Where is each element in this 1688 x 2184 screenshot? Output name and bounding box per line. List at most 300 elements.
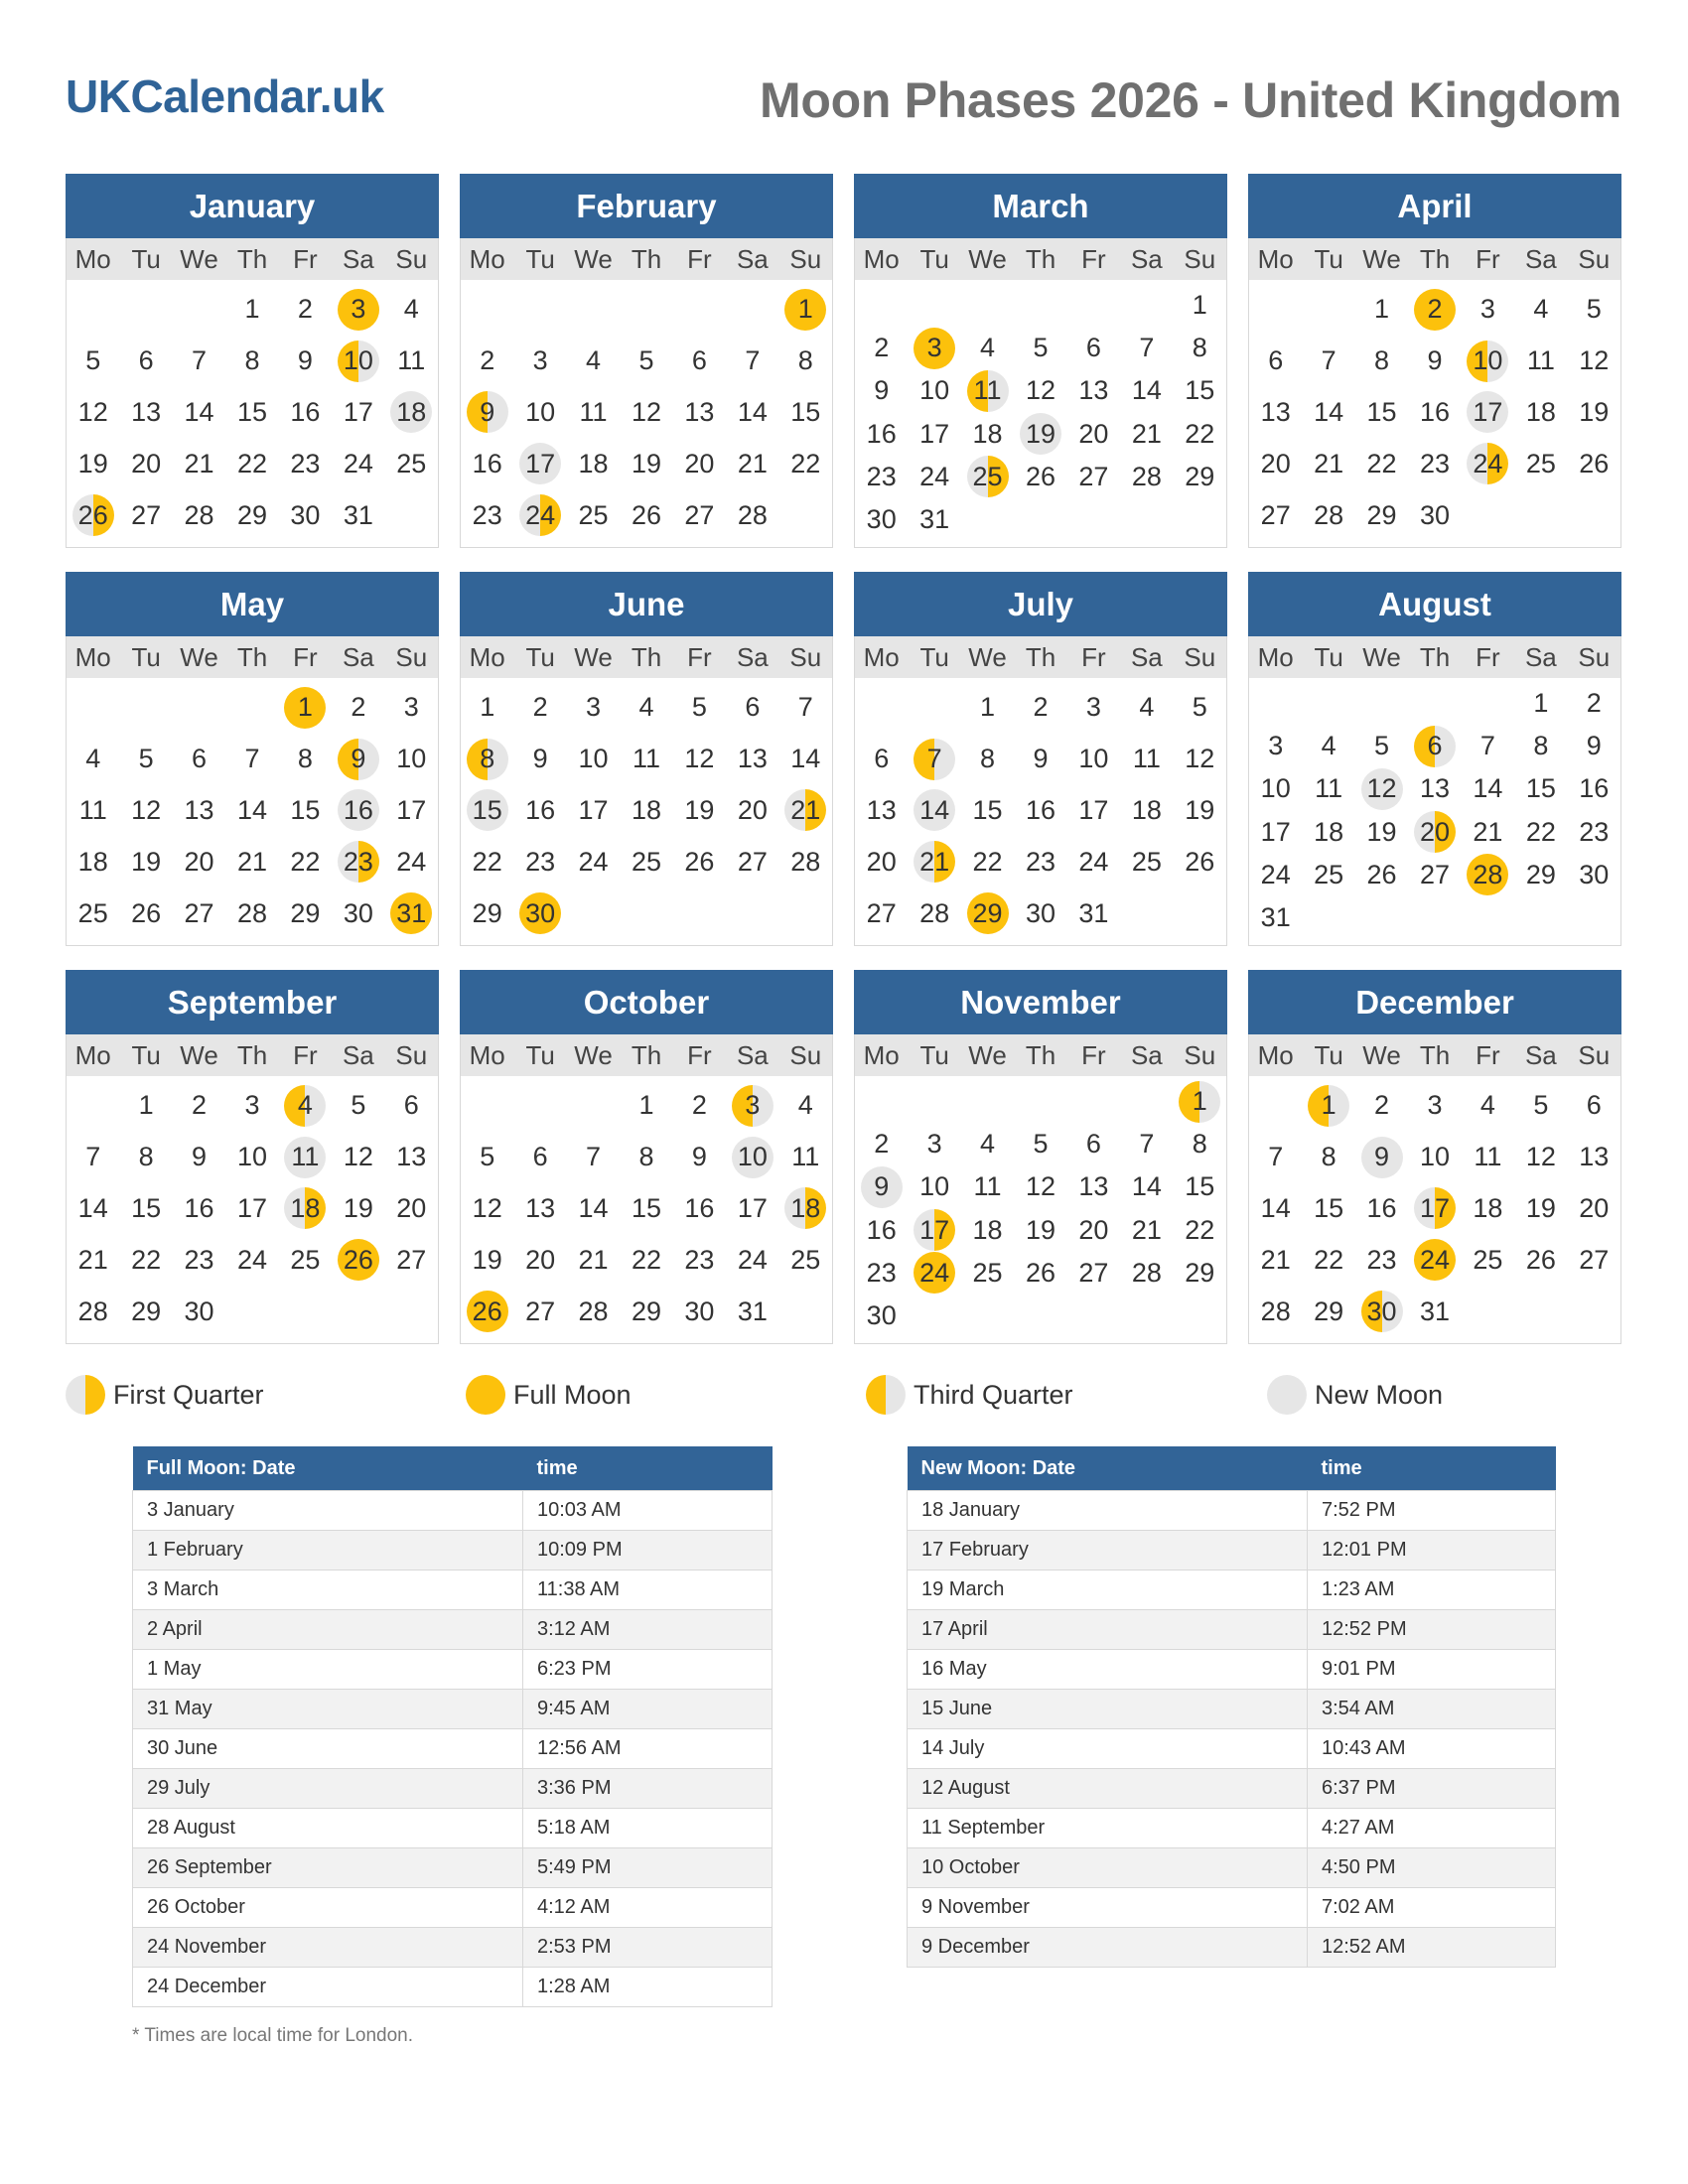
day-cell: [726, 836, 778, 887]
day-number: 2: [691, 1090, 707, 1121]
weekday-label: Th: [1419, 243, 1451, 274]
day-number: 25: [1473, 1244, 1503, 1275]
day-number: 21: [236, 846, 267, 877]
day-number: 28: [1131, 461, 1162, 491]
day-number: 27: [1419, 859, 1450, 889]
day-first-moon: [1408, 811, 1461, 854]
day-cell: [673, 836, 726, 887]
weekday-label: Th: [1419, 641, 1451, 672]
day-cell: [225, 734, 278, 785]
weekday-label: Mo: [863, 243, 900, 274]
day-cell: [173, 438, 225, 489]
day-number: 31: [737, 1296, 768, 1326]
day-number: 20: [1078, 418, 1109, 449]
day-cell: [961, 327, 1014, 369]
month-card: [854, 970, 1227, 1344]
day-number: 14: [1131, 375, 1162, 406]
day-third-moon: [1302, 1080, 1354, 1132]
day-cell: [1514, 725, 1567, 767]
day-full-moon: [385, 887, 438, 939]
day-cell: [1462, 767, 1514, 810]
weekday-label: Mo: [74, 641, 111, 672]
day-number: 13: [184, 794, 214, 825]
day-number: 4: [586, 345, 602, 376]
day-number: 31: [919, 503, 950, 534]
day-number: 21: [578, 1244, 609, 1275]
day-cell: [225, 1234, 278, 1286]
date-cell: 19 March: [908, 1570, 1308, 1610]
day-number: 24: [236, 1244, 267, 1275]
weekday-label: Mo: [863, 641, 900, 672]
day-cell: [1355, 1080, 1408, 1132]
day-full-moon: [961, 887, 1014, 939]
day-cell: [225, 336, 278, 387]
day-cell: [119, 734, 172, 785]
day-number: 9: [861, 1166, 903, 1208]
day-number: 28: [578, 1296, 609, 1326]
day-number: 19: [1366, 816, 1397, 847]
day-cell: [225, 438, 278, 489]
day-number: 16: [1419, 396, 1450, 427]
month-card: [460, 572, 833, 946]
day-cell: [1408, 1080, 1461, 1132]
day-cell: [385, 336, 438, 387]
weekday-header: [855, 238, 1226, 280]
day-cell: [1514, 1183, 1567, 1235]
day-number: 10: [919, 375, 950, 406]
day-cell: [1120, 1165, 1173, 1208]
day-number: 10: [525, 396, 556, 427]
day-cell: [67, 438, 119, 489]
day-number: 17: [343, 396, 373, 427]
day-cell: [513, 387, 566, 439]
day-cell: [119, 489, 172, 541]
day-number: 16: [1579, 773, 1610, 804]
day-number: 16: [338, 789, 379, 831]
day-cell: [67, 1132, 119, 1183]
day-number: 26: [631, 499, 661, 530]
day-number: 6: [403, 1090, 419, 1121]
weekday-label: Tu: [131, 243, 161, 274]
day-new-moon: [1462, 387, 1514, 439]
day-number: 13: [737, 744, 768, 774]
day-cell: [855, 734, 908, 785]
day-number: 18: [631, 794, 661, 825]
day-number: 18: [784, 1187, 826, 1229]
day-cell: [1568, 767, 1620, 810]
day-number: 25: [1525, 448, 1556, 478]
day-number: 19: [472, 1244, 502, 1275]
day-number: 12: [131, 794, 162, 825]
day-number: 27: [1078, 461, 1109, 491]
day-cell: [1568, 1234, 1620, 1286]
day-cell: [855, 1209, 908, 1252]
day-cell: [567, 785, 620, 837]
weekday-label: Sa: [1524, 243, 1557, 274]
day-cell: [67, 887, 119, 939]
day-number: 21: [1131, 1214, 1162, 1245]
day-number: 29: [1185, 1257, 1215, 1288]
weekday-header: [67, 636, 438, 678]
day-cell: [513, 682, 566, 734]
empty-day: [461, 1080, 513, 1132]
day-number: 6: [1268, 345, 1284, 376]
day-cell: [1568, 387, 1620, 439]
day-number: 25: [77, 897, 108, 928]
day-cell: [726, 387, 778, 439]
day-number: 27: [737, 846, 768, 877]
day-cell: [1249, 336, 1302, 387]
day-number: 22: [1314, 1244, 1344, 1275]
day-number: 20: [866, 846, 897, 877]
day-number: 25: [967, 456, 1009, 497]
day-number: 14: [1131, 1171, 1162, 1202]
empty-day: [1302, 284, 1354, 336]
day-number: 28: [1260, 1296, 1291, 1326]
empty-day: [1067, 284, 1120, 327]
weekday-label: Tu: [1314, 1039, 1343, 1070]
day-number: 23: [1366, 1244, 1397, 1275]
day-cell: [67, 785, 119, 837]
day-grid: [1249, 678, 1620, 945]
empty-day: [961, 1080, 1014, 1123]
day-cell: [620, 785, 672, 837]
day-number: 15: [131, 1192, 162, 1223]
day-number: 11: [1132, 744, 1161, 774]
day-cell: [1514, 1080, 1567, 1132]
weekday-header: [461, 636, 832, 678]
legend-label: New Moon: [1315, 1379, 1444, 1410]
day-number: 3: [338, 289, 379, 331]
day-number: 10: [1078, 744, 1109, 774]
day-number: 18: [284, 1187, 326, 1229]
table-row: [908, 1729, 1556, 1769]
table-row: [908, 1888, 1556, 1928]
day-new-moon: [1355, 767, 1408, 810]
day-number: 3: [403, 692, 419, 723]
day-number: 3: [1427, 1090, 1443, 1121]
day-cell: [1302, 725, 1354, 767]
day-cell: [225, 836, 278, 887]
month-card: [460, 174, 833, 548]
day-cell: [908, 413, 960, 456]
day-cell: [961, 1123, 1014, 1165]
table-row: [133, 1531, 773, 1570]
weekday-label: Sa: [736, 641, 769, 672]
weekday-label: Sa: [736, 243, 769, 274]
day-number: 11: [284, 1137, 326, 1178]
day-number: 16: [1366, 1192, 1397, 1223]
weekday-label: We: [1362, 243, 1401, 274]
date-cell: 10 October: [908, 1848, 1308, 1888]
day-number: 4: [1479, 1090, 1495, 1121]
day-cell: [620, 1080, 672, 1132]
day-number: 13: [1579, 1142, 1610, 1172]
day-cell: [513, 836, 566, 887]
day-cell: [673, 1286, 726, 1337]
day-cell: [908, 369, 960, 412]
day-number: 3: [1479, 294, 1495, 325]
day-number: 29: [631, 1296, 661, 1326]
day-number: 28: [1467, 854, 1508, 895]
legend-first-quarter: [66, 1375, 264, 1415]
day-cell: [1174, 836, 1226, 887]
day-third-moon: [332, 734, 384, 785]
day-number: 3: [732, 1085, 774, 1127]
day-cell: [173, 1132, 225, 1183]
table-row: [908, 1928, 1556, 1968]
day-full-moon: [1408, 284, 1461, 336]
day-number: 27: [131, 499, 162, 530]
day-cell: [1014, 836, 1066, 887]
day-number: 13: [1078, 1171, 1109, 1202]
day-cell: [1568, 854, 1620, 896]
day-number: 9: [532, 744, 548, 774]
day-cell: [567, 734, 620, 785]
day-number: 17: [396, 794, 427, 825]
day-cell: [620, 1183, 672, 1235]
table-row: [133, 1570, 773, 1610]
day-new-moon: [332, 785, 384, 837]
day-number: 22: [290, 846, 321, 877]
day-number: 27: [866, 897, 897, 928]
day-third-moon: [1408, 725, 1461, 767]
day-cell: [1514, 438, 1567, 489]
day-number: 16: [290, 396, 321, 427]
day-number: 23: [1419, 448, 1450, 478]
day-number: 11: [967, 370, 1009, 412]
day-cell: [1302, 811, 1354, 854]
day-number: 3: [1268, 731, 1284, 761]
day-cell: [1120, 682, 1173, 734]
day-cell: [1355, 1234, 1408, 1286]
empty-day: [513, 284, 566, 336]
day-cell: [961, 1165, 1014, 1208]
day-cell: [1355, 387, 1408, 439]
day-third-moon: [1355, 1286, 1408, 1337]
day-cell: [1249, 387, 1302, 439]
table-row: [133, 1491, 773, 1531]
day-number: 12: [1525, 1142, 1556, 1172]
day-number: 24: [919, 461, 950, 491]
day-number: 29: [1366, 499, 1397, 530]
day-cell: [173, 387, 225, 439]
time-cell: 10:43 AM: [1308, 1729, 1556, 1769]
time-cell: 12:56 AM: [523, 1729, 773, 1769]
day-cell: [332, 1132, 384, 1183]
weekday-label: We: [180, 1039, 218, 1070]
day-number: 6: [192, 744, 208, 774]
day-grid: [461, 280, 832, 547]
weekday-label: Fr: [1081, 641, 1106, 672]
day-number: 8: [244, 345, 260, 376]
day-number: 18: [1131, 794, 1162, 825]
day-number: 1: [480, 692, 495, 723]
day-cell: [855, 785, 908, 837]
day-cell: [119, 336, 172, 387]
day-number: 25: [1314, 859, 1344, 889]
day-number: 23: [338, 841, 379, 883]
day-cell: [1174, 1165, 1226, 1208]
day-cell: [855, 456, 908, 498]
weekday-label: Tu: [919, 243, 949, 274]
weekday-label: Su: [789, 1039, 822, 1070]
day-cell: [1174, 456, 1226, 498]
day-number: 20: [1260, 448, 1291, 478]
day-number: 22: [631, 1244, 661, 1275]
day-number: 6: [874, 744, 890, 774]
day-number: 30: [866, 503, 897, 534]
day-cell: [1514, 682, 1567, 725]
table-header-date: Full Moon: Date: [133, 1446, 523, 1491]
day-number: 15: [790, 396, 821, 427]
month-title: February: [460, 174, 833, 238]
weekday-label: Fr: [687, 641, 712, 672]
day-number: 6: [691, 345, 707, 376]
weekday-label: Th: [1025, 1039, 1056, 1070]
day-number: 10: [732, 1137, 774, 1178]
day-number: 18: [77, 846, 108, 877]
day-number: 14: [184, 396, 214, 427]
day-number: 24: [1078, 846, 1109, 877]
day-number: 17: [914, 1209, 955, 1251]
month-title: June: [460, 572, 833, 636]
day-number: 30: [290, 499, 321, 530]
table-row: [908, 1848, 1556, 1888]
day-grid: [855, 678, 1226, 945]
day-number: 17: [919, 418, 950, 449]
day-number: 2: [1586, 688, 1602, 719]
day-number: 8: [797, 345, 813, 376]
day-cell: [779, 836, 832, 887]
day-cell: [513, 1286, 566, 1337]
day-cell: [1408, 438, 1461, 489]
day-cell: [332, 1080, 384, 1132]
day-cell: [1408, 489, 1461, 541]
day-number: 29: [290, 897, 321, 928]
day-number: 12: [1185, 744, 1215, 774]
day-cell: [225, 1183, 278, 1235]
month-card: [66, 174, 439, 548]
day-number: 3: [532, 345, 548, 376]
day-grid: [461, 1076, 832, 1343]
day-new-moon: [908, 785, 960, 837]
empty-day: [1355, 682, 1408, 725]
time-cell: 11:38 AM: [523, 1570, 773, 1610]
day-cell: [567, 1132, 620, 1183]
day-cell: [119, 1080, 172, 1132]
day-cell: [225, 887, 278, 939]
day-third-moon: [1174, 1080, 1226, 1123]
day-full-moon: [1408, 1234, 1461, 1286]
day-cell: [1120, 456, 1173, 498]
day-number: 7: [85, 1142, 101, 1172]
day-cell: [1249, 854, 1302, 896]
day-cell: [855, 1252, 908, 1295]
day-cell: [173, 887, 225, 939]
day-cell: [461, 1132, 513, 1183]
time-cell: 10:03 AM: [523, 1491, 773, 1531]
day-cell: [332, 438, 384, 489]
day-number: 30: [519, 892, 561, 934]
day-number: 6: [1586, 1090, 1602, 1121]
day-cell: [385, 1183, 438, 1235]
day-cell: [1514, 1234, 1567, 1286]
day-cell: [1514, 284, 1567, 336]
day-cell: [225, 1132, 278, 1183]
date-cell: 2 April: [133, 1610, 523, 1650]
day-cell: [385, 1080, 438, 1132]
day-cell: [1067, 785, 1120, 837]
day-cell: [1249, 489, 1302, 541]
day-number: 12: [77, 396, 108, 427]
day-number: 4: [1321, 731, 1336, 761]
time-cell: 5:18 AM: [523, 1809, 773, 1848]
day-number: 5: [1533, 1090, 1549, 1121]
day-number: 31: [1260, 901, 1291, 932]
day-number: 20: [396, 1192, 427, 1223]
day-cell: [726, 1234, 778, 1286]
day-cell: [673, 734, 726, 785]
month-card: [854, 572, 1227, 946]
day-cell: [119, 438, 172, 489]
day-number: 21: [1260, 1244, 1291, 1275]
day-number: 18: [972, 418, 1003, 449]
day-cell: [385, 785, 438, 837]
day-new-moon: [1355, 1132, 1408, 1183]
empty-day: [726, 284, 778, 336]
legend-full-moon: [466, 1375, 632, 1415]
day-number: 25: [631, 846, 661, 877]
month-title: October: [460, 970, 833, 1034]
day-cell: [279, 887, 332, 939]
day-number: 19: [631, 448, 661, 478]
day-cell: [1462, 1183, 1514, 1235]
weekday-label: Sa: [342, 243, 374, 274]
day-cell: [67, 734, 119, 785]
day-number: 31: [1419, 1296, 1450, 1326]
day-cell: [332, 1183, 384, 1235]
day-cell: [1174, 327, 1226, 369]
day-number: 26: [131, 897, 162, 928]
table-row: [133, 1848, 773, 1888]
date-cell: 1 February: [133, 1531, 523, 1570]
table-header-date: New Moon: Date: [908, 1446, 1308, 1491]
day-first-moon: [67, 489, 119, 541]
day-number: 11: [579, 396, 608, 427]
day-number: 24: [914, 1252, 955, 1294]
day-number: 6: [1085, 333, 1101, 363]
day-number: 24: [737, 1244, 768, 1275]
site-logo[interactable]: UKCalendar.uk: [66, 70, 384, 122]
day-number: 8: [138, 1142, 154, 1172]
day-cell: [961, 1209, 1014, 1252]
day-cell: [1514, 387, 1567, 439]
day-number: 24: [578, 846, 609, 877]
day-cell: [855, 1123, 908, 1165]
day-cell: [1067, 413, 1120, 456]
day-cell: [1302, 438, 1354, 489]
day-number: 15: [467, 789, 508, 831]
day-cell: [1249, 725, 1302, 767]
day-number: 2: [351, 692, 366, 723]
day-grid: [1249, 280, 1620, 547]
day-cell: [1014, 1209, 1066, 1252]
table-row: [133, 1729, 773, 1769]
day-cell: [1174, 369, 1226, 412]
day-number: 28: [790, 846, 821, 877]
day-number: 4: [1139, 692, 1155, 723]
